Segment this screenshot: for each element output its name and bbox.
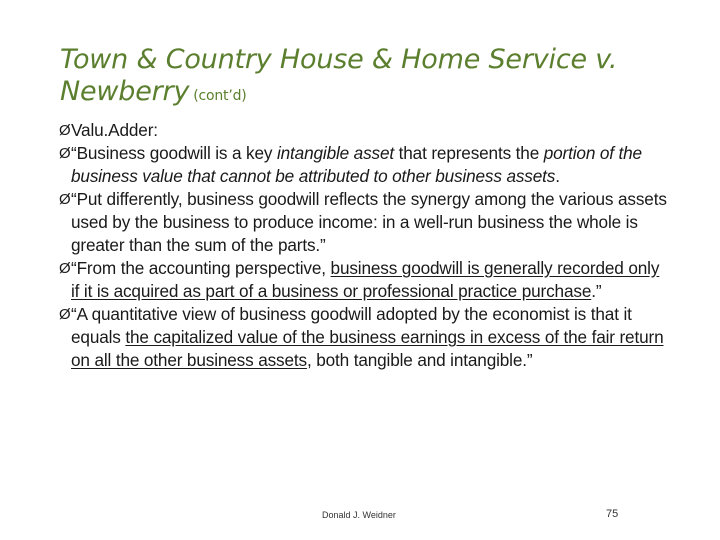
arrow-bullet-icon: Ø [59,145,71,162]
bullet-text-fragment: intangible asset [276,143,395,163]
bullet-text-fragment: Valu.Adder: [71,120,158,140]
slide-title-main: Town & Country House & Home Service v. Newberry [60,44,618,107]
bullet-item [60,188,670,257]
arrow-bullet-icon: Ø [59,260,71,277]
bullet-item [60,257,670,303]
bullet-text [71,188,670,257]
bullet-list [60,119,670,372]
bullet-text-fragment: “Business goodwill is a key [71,143,277,163]
bullet-item [60,142,670,188]
bullet-text-fragment: that represents the [394,143,544,163]
slide-title-suffix: (cont’d) [193,88,247,104]
bullet-text [71,257,670,303]
page-number: 75 [606,508,619,520]
bullet-text-fragment: “From the accounting perspective, [71,258,331,278]
footer-author: Donald J. Weidner [322,510,396,520]
bullet-text-fragment: “Put differently, business goodwill reflects the synergy among the various assets used by the business to produce income: in a well-run business the whole is greater than the sum of the parts.” [71,189,667,255]
bullet-text-fragment: business goodwill is generally recorded only if it is acquired as part of a business or professional practice purchase [71,258,660,301]
bullet-item [60,119,670,142]
bullet-text-fragment: , both tangible and intangible.” [306,350,533,370]
arrow-bullet-icon: Ø [59,122,71,139]
bullet-text-fragment: .” [591,281,602,301]
slide-footer [0,510,720,526]
bullet-text-fragment: portion of the business value that cannot be attributed to other business assets [71,143,642,186]
bullet-text [71,142,670,188]
arrow-bullet-icon: Ø [59,191,71,208]
bullet-item [60,303,670,372]
bullet-text [71,303,670,372]
arrow-bullet-icon: Ø [59,306,71,323]
bullet-text [71,119,670,142]
bullet-text-fragment: “A quantitative view of business goodwill adopted by the economist is that it equals [71,304,632,347]
bullet-text-fragment: . [555,166,560,186]
slide-title [60,44,680,112]
bullet-text-fragment: the capitalized value of the business earnings in excess of the fair return on all the other business assets [71,327,664,370]
